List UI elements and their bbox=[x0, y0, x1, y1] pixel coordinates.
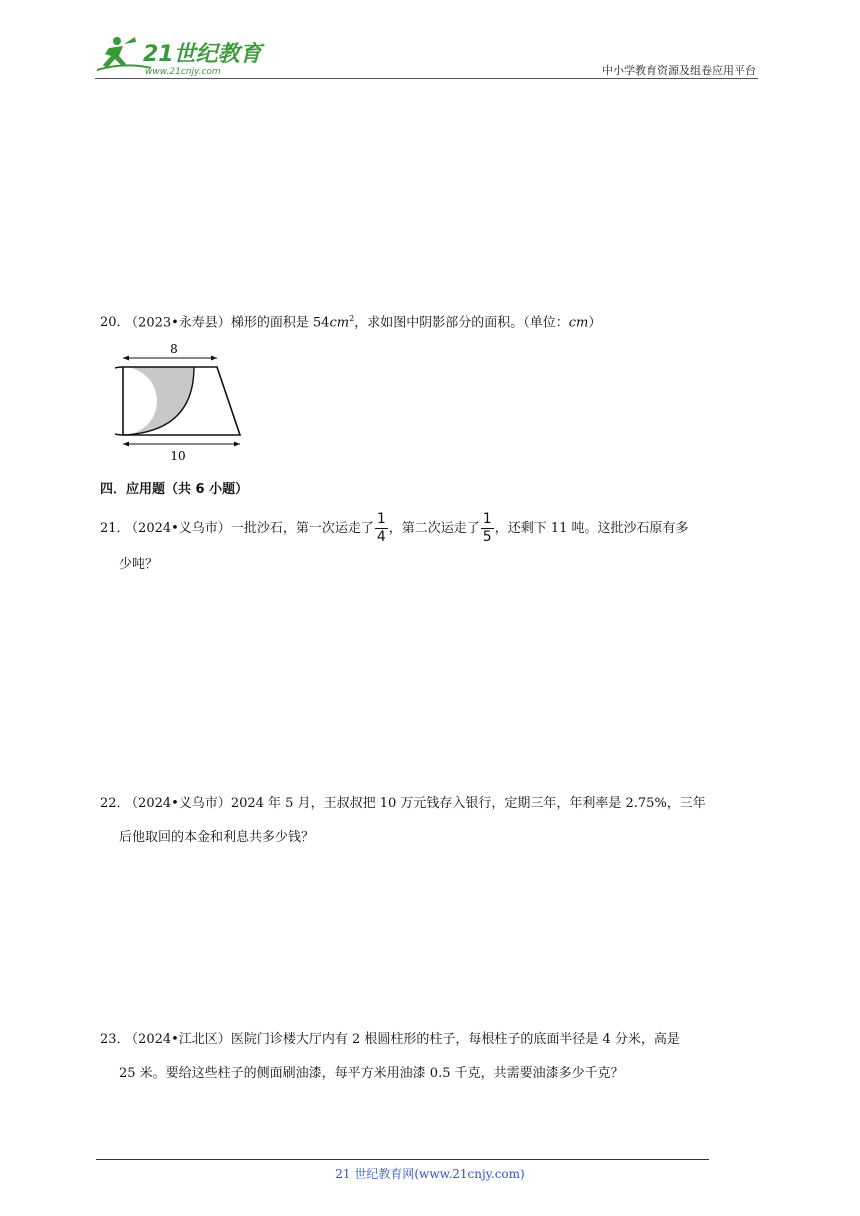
arrow-icon bbox=[123, 442, 129, 447]
question-number: 22． bbox=[100, 796, 130, 811]
question-source: （2023•永寿县） bbox=[131, 315, 231, 331]
question-text-continued: 少吨？ bbox=[119, 557, 159, 572]
page-header bbox=[95, 34, 758, 80]
footer-divider bbox=[96, 1159, 709, 1160]
question-text: 2024 年 5 月，王叔叔把 10 万元钱存入银行，定期三年，年利率是 2.75%，三年 bbox=[230, 796, 706, 811]
fraction-one-quarter: $\frac{1}{4}$ bbox=[376, 511, 386, 545]
question-23 bbox=[100, 1031, 765, 1049]
shaded-region bbox=[123, 367, 194, 435]
question-text: 医院门诊楼大厅内有 2 根圆柱形的柱子，每根柱子的底面半径是 4 分米，高是 bbox=[230, 1032, 680, 1047]
question-number: 23． bbox=[100, 1032, 130, 1047]
fraction-one-fifth: $\frac{1}{5}$ bbox=[482, 511, 492, 545]
section-heading: 四．应用题（共 6 小题） bbox=[100, 482, 249, 497]
logo-text: 21世纪教育 bbox=[143, 42, 262, 67]
semicircle-arc bbox=[115, 367, 123, 435]
question-22 bbox=[100, 795, 765, 813]
question-source: （2024•义乌市） bbox=[131, 521, 231, 536]
question-source: （2024•义乌市） bbox=[131, 796, 231, 811]
trapezoid-figure bbox=[115, 340, 245, 466]
header-platform-text: 中小学教育资源及组卷应用平台 bbox=[602, 64, 756, 77]
arrow-icon bbox=[211, 356, 217, 361]
unit-text: cm bbox=[568, 315, 589, 331]
question-number: 20． bbox=[100, 315, 130, 331]
logo-url: www.21cnjy.com bbox=[145, 67, 221, 77]
logo bbox=[95, 34, 265, 78]
question-text: ，还剩下 11 吨。这批沙石原有多 bbox=[494, 521, 689, 536]
question-20 bbox=[100, 310, 765, 332]
unit-text: cm bbox=[329, 315, 350, 331]
question-text: ） bbox=[588, 315, 602, 331]
question-text: ，第二次运走了 bbox=[388, 521, 480, 536]
question-text: 梯形的面积是 54 bbox=[230, 315, 330, 331]
question-21 bbox=[100, 512, 765, 545]
header-divider bbox=[95, 78, 758, 79]
dimension-label-bottom: 10 bbox=[170, 449, 186, 463]
question-text-continued: 25 米。要给这些柱子的侧面刷油漆，每平方米用油漆 0.5 千克，共需要油漆多少千克？ bbox=[119, 1066, 624, 1081]
dimension-label-top: 8 bbox=[170, 342, 178, 356]
arrow-icon bbox=[123, 356, 129, 361]
question-text-continued: 后他取回的本金和利息共多少钱？ bbox=[119, 830, 315, 845]
question-source: （2024•江北区） bbox=[131, 1032, 231, 1047]
superscript: 2 bbox=[349, 314, 355, 323]
question-number: 21． bbox=[100, 521, 130, 536]
footer-text: 21 世纪教育网(www.21cnjy.com) bbox=[335, 1167, 525, 1181]
arrow-icon bbox=[234, 442, 240, 447]
question-text: ，求如图中阴影部分的面积。（单位： bbox=[354, 315, 569, 331]
question-text: 一批沙石，第一次运走了 bbox=[230, 521, 374, 536]
